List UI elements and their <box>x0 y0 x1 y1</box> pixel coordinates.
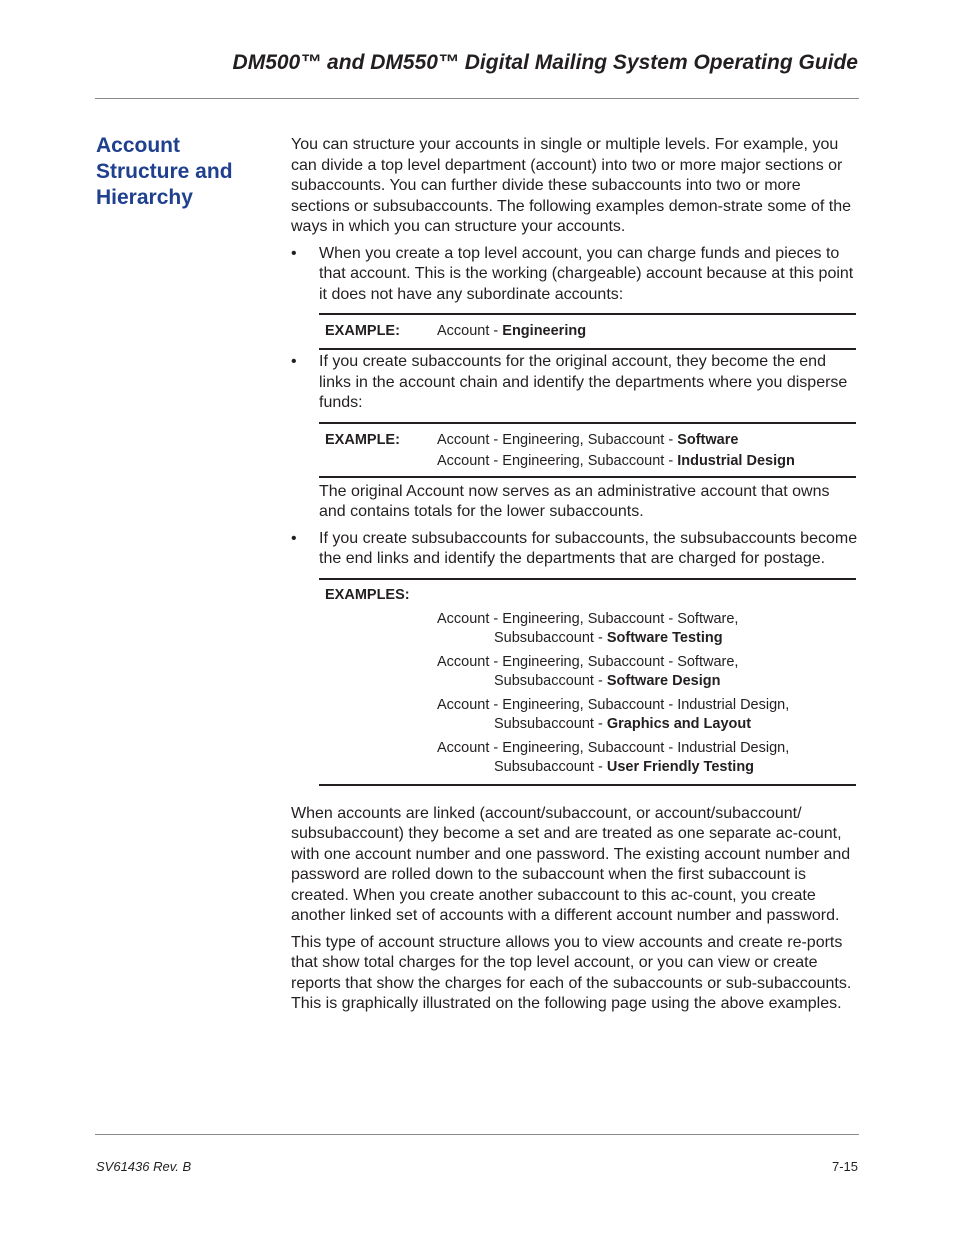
account-structure-paragraph: This type of account structure allows you to view accounts and create re-ports that show total charges for the top level account, or you can view or create reports that show the charges for each of the subaccounts or sub-subaccounts. This is graphically illustrated on the following page using the above examples. <box>291 933 852 1012</box>
example-line <box>437 629 856 648</box>
bullet-dot-icon: • <box>291 529 297 547</box>
example-text: Account - Engineering, Subaccount - <box>437 452 678 469</box>
page-header-title: DM500™ and DM550™ Digital Mailing System Operating Guide <box>232 51 858 74</box>
example-text: Account - Engineering, Subaccount - <box>437 431 678 448</box>
example-line <box>437 452 856 471</box>
bullet-item <box>291 529 859 570</box>
section-heading <box>96 133 266 211</box>
bullet-text: If you create subsubaccounts for subaccounts, the subsubaccounts become the end links and identify the departments that are charged for postage. <box>319 529 858 567</box>
body-column <box>291 135 859 1015</box>
example-box-3 <box>319 578 856 786</box>
section-heading-line: Hierarchy <box>96 186 193 209</box>
example-bold-text: Software <box>677 431 739 448</box>
example-bold-text: Engineering <box>502 323 587 339</box>
after-example-paragraph: The original Account now serves as an administrative account that owns and contains totals for the lower subaccounts. <box>319 482 830 520</box>
header-divider <box>95 98 859 99</box>
example-text: Subsubaccount - <box>494 715 607 732</box>
example-content <box>437 322 856 341</box>
example-bold-text: Industrial Design <box>677 452 795 469</box>
example-box-1 <box>319 313 856 350</box>
linked-accounts-paragraph: When accounts are linked (account/subaccount, or account/subaccount/ subsubaccount) they become a set and are treated as one separate ac-count, with one account number and one password. The existing account number and password are rolled down to the subaccount when the first subaccount is created. When you create another subaccount to this ac-count, you create another linked set of accounts with a different account number and password. <box>291 804 851 924</box>
bullet-dot-icon: • <box>291 244 297 262</box>
example-row <box>319 431 856 471</box>
example-bold-text: Graphics and Layout <box>606 715 752 732</box>
example-label: EXAMPLE: <box>325 431 400 448</box>
example-row <box>319 322 856 341</box>
example-line: Account - Engineering, Subaccount - Software, <box>437 610 739 627</box>
footer-divider <box>95 1134 859 1135</box>
example-row <box>319 586 856 605</box>
example-line <box>437 672 856 691</box>
example-entry <box>437 610 856 648</box>
footer-page-number: 7-15 <box>831 1159 858 1174</box>
example-bold-text: Software Design <box>606 672 721 689</box>
example-text: Subsubaccount - <box>494 672 607 689</box>
example-text: Subsubaccount - <box>494 629 607 646</box>
example-line <box>437 715 856 734</box>
section-heading-line: Account <box>96 134 180 157</box>
bullet-item <box>291 352 859 414</box>
example-line <box>437 758 856 777</box>
bullet-text: If you create subaccounts for the original account, they become the end links in the account chain and identify the departments where you disperse funds: <box>319 353 848 411</box>
footer-doc-number: SV61436 Rev. B <box>96 1159 192 1174</box>
example-content <box>437 431 856 471</box>
example-text: Subsubaccount - <box>494 758 607 775</box>
example-label-spacer <box>325 610 437 782</box>
example-label: EXAMPLE: <box>325 323 400 339</box>
example-text: Account - <box>437 323 503 339</box>
example-line: Account - Engineering, Subaccount - Software, <box>437 653 739 670</box>
example-bold-text: User Friendly Testing <box>606 758 755 775</box>
example-entry <box>437 653 856 691</box>
bullet-item <box>291 244 859 306</box>
example-content <box>437 610 856 782</box>
intro-paragraph: You can structure your accounts in single or multiple levels. For example, you can divide a top level department (account) into two or more major sections or subaccounts. You can further divide these subaccounts into two or more sections or subsubaccounts. The following examples demon-strate some of the ways in which you can structure your accounts. <box>291 136 851 235</box>
example-label: EXAMPLES: <box>325 586 410 603</box>
example-row <box>319 610 856 782</box>
section-heading-line: Structure and <box>96 160 233 183</box>
example-box-2 <box>319 422 856 478</box>
bullet-text: When you create a top level account, you can charge funds and pieces to that account. This is the working (chargeable) account because at this point it does not have any subordinate accounts: <box>319 244 854 303</box>
example-line: Account - Engineering, Subaccount - Industrial Design, <box>437 696 790 713</box>
example-line <box>437 431 856 450</box>
bullet-dot-icon: • <box>291 353 297 370</box>
example-line: Account - Engineering, Subaccount - Industrial Design, <box>437 739 790 756</box>
example-entry <box>437 739 856 777</box>
example-bold-text: Software Testing <box>606 629 723 646</box>
example-entry <box>437 696 856 734</box>
